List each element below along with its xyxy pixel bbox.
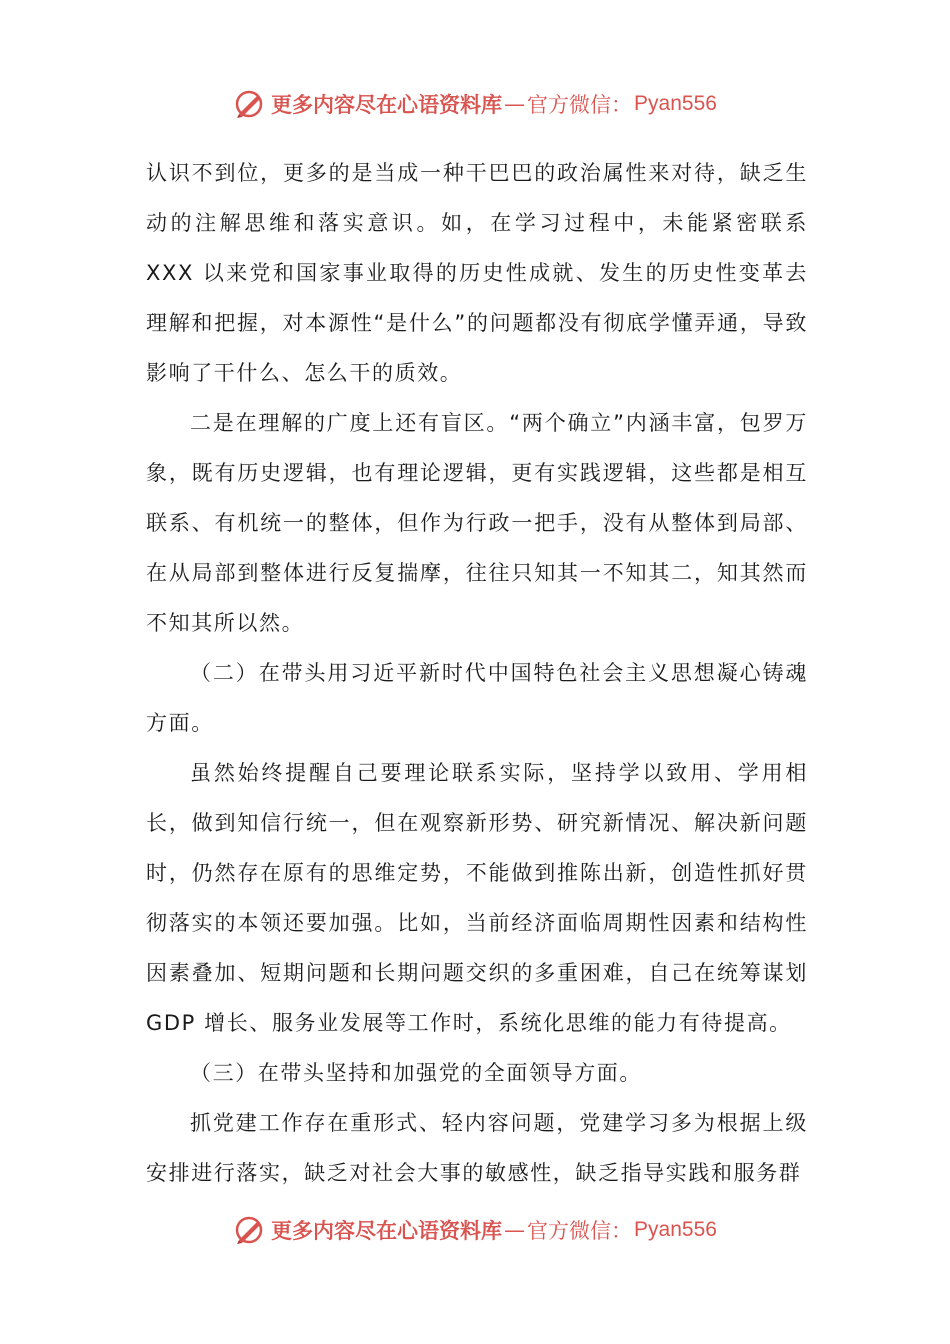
banner-wechat-id: Pyan556 <box>634 1218 717 1241</box>
header-banner <box>0 84 950 124</box>
banner-dash: — <box>504 92 526 116</box>
section-heading-two: （二）在带头用习近平新时代中国特色社会主义思想凝心铸魂方面。 <box>146 661 808 735</box>
banner-wechat-id: Pyan556 <box>634 92 717 115</box>
banner-contact-label: 官方微信： <box>527 1219 633 1243</box>
paragraph-continuation: 认识不到位，更多的是当成一种干巴巴的政治属性来对待，缺乏生动的注解思维和落实意识。如，在学习过程中，未能紧密联系 XXX 以来党和国家事业取得的历史性成就、发生的历史性变革去理解和把握，对本源性“是什么”的问题都没有彻底学懂弄通，导致影响了干什么、怎么干的质效。 <box>146 161 808 385</box>
document-body <box>146 148 808 1198</box>
pen-logo-icon <box>233 1214 265 1246</box>
banner-title: 更多内容尽在心语资料库 <box>271 1218 503 1243</box>
section-heading-three: （三）在带头坚持和加强党的全面领导方面。 <box>190 1061 642 1085</box>
footer-banner <box>0 1210 950 1250</box>
banner-contact-label: 官方微信： <box>527 93 633 117</box>
banner-title: 更多内容尽在心语资料库 <box>271 92 503 117</box>
paragraph-point-two: 二是在理解的广度上还有盲区。“两个确立”内涵丰富，包罗万象，既有历史逻辑，也有理论逻辑，更有实践逻辑，这些都是相互联系、有机统一的整体，但作为行政一把手，没有从整体到局部、在从局部到整体进行反复揣摩，往往只知其一不知其二，知其然而不知其所以然。 <box>146 411 808 635</box>
pen-logo-icon <box>233 88 265 120</box>
paragraph-section-two-body: 虽然始终提醒自己要理论联系实际，坚持学以致用、学用相长，做到知信行统一，但在观察新形势、研究新情况、解决新问题时，仍然存在原有的思维定势，不能做到推陈出新，创造性抓好贯彻落实的本领还要加强。比如，当前经济面临周期性因素和结构性因素叠加、短期问题和长期问题交织的多重困难，自己在统筹谋划 GDP 增长、服务业发展等工作时，系统化思维的能力有待提高。 <box>146 761 808 1035</box>
paragraph-section-three-body: 抓党建工作存在重形式、轻内容问题，党建学习多为根据上级安排进行落实，缺乏对社会大事的敏感性，缺乏指导实践和服务群 <box>146 1111 808 1185</box>
banner-dash: — <box>504 1218 526 1242</box>
